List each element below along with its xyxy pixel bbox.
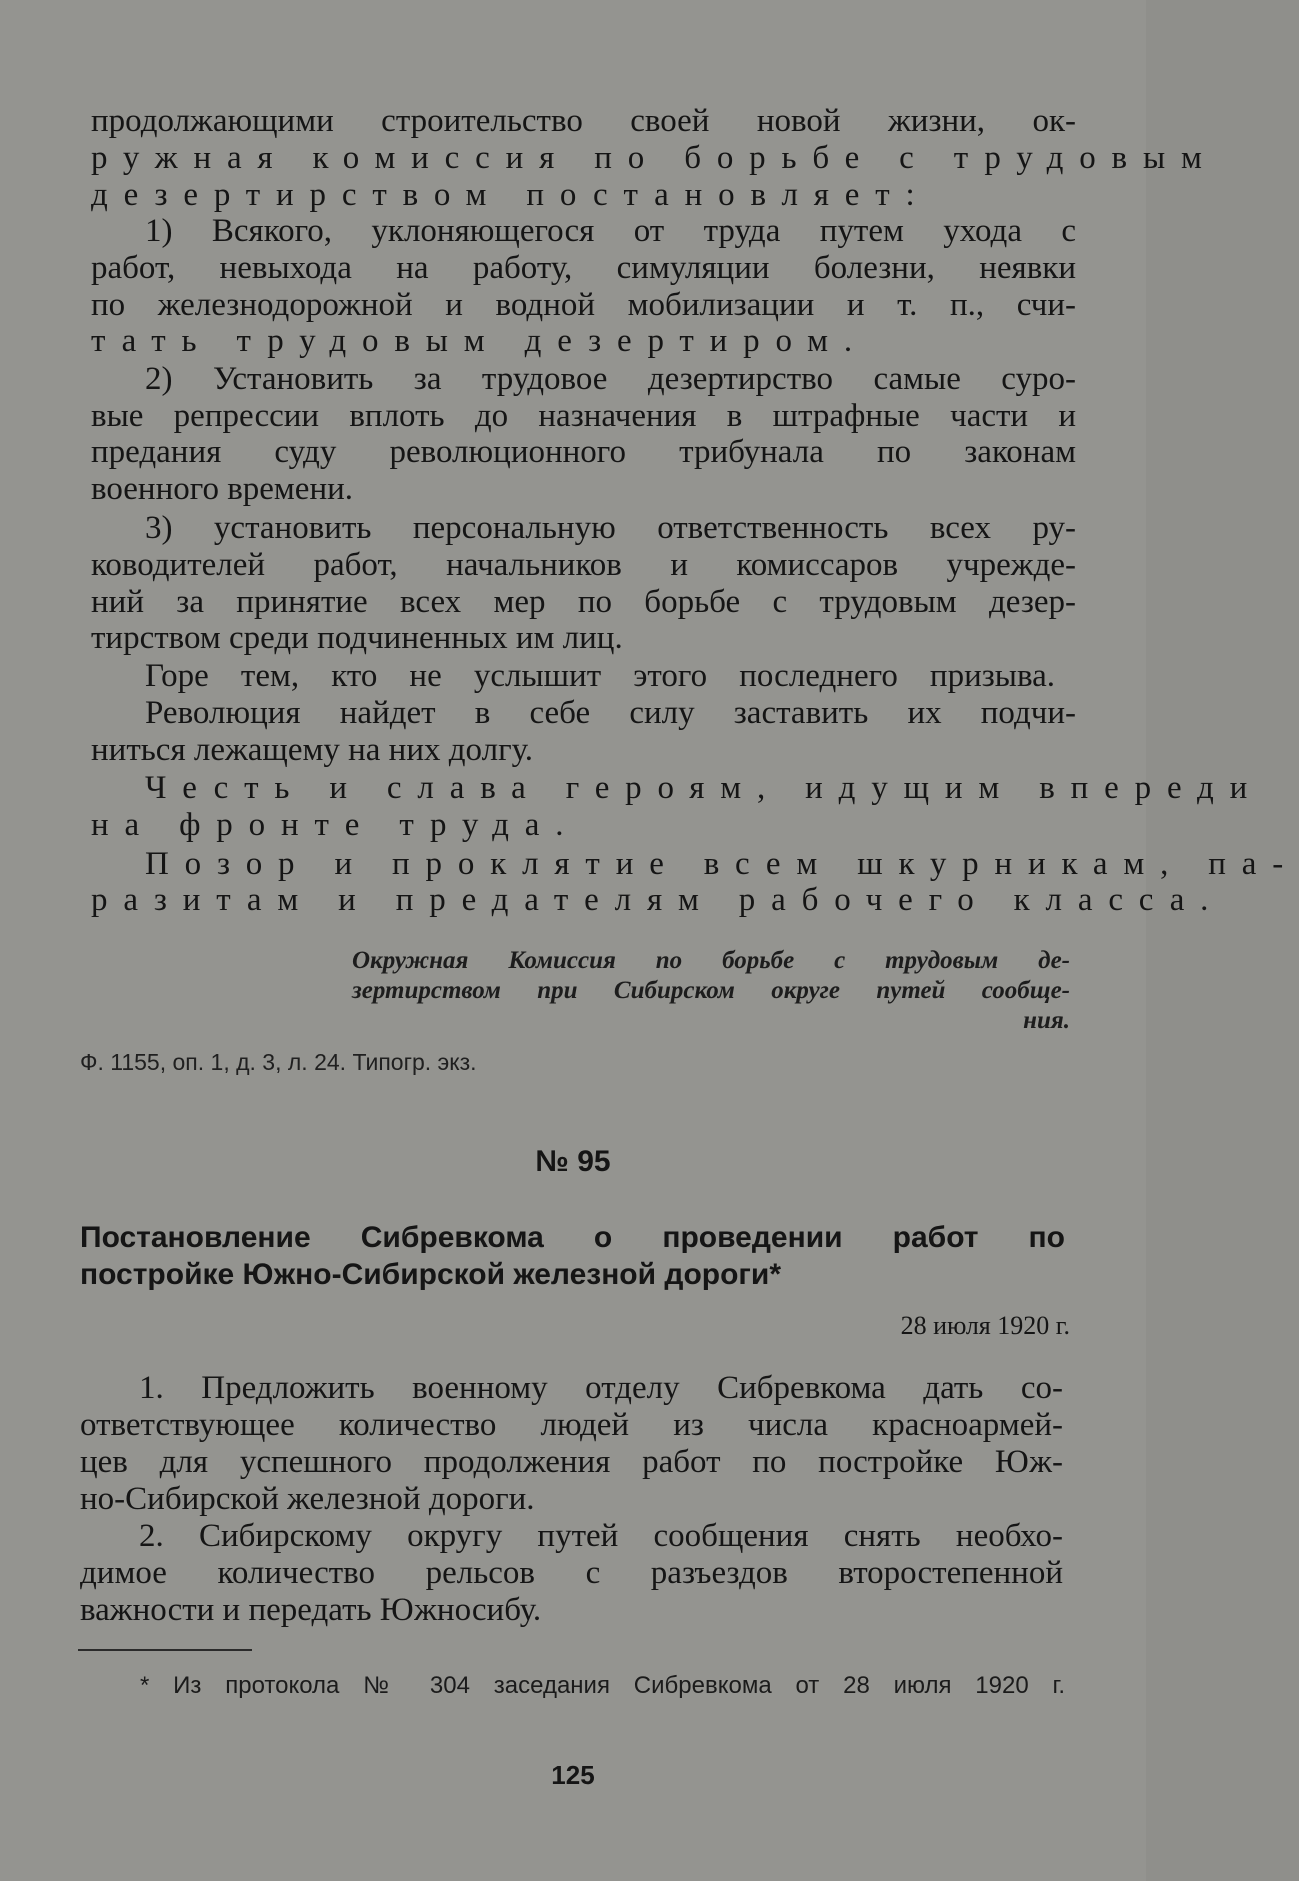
decree-line: 2. Сибирскому округу путей сообщения снять необхо- bbox=[139, 1518, 1063, 1554]
signature-line: Окружная Комиссия по борьбе с трудовым де- bbox=[352, 947, 1070, 974]
resolution-line: 2) Установить за трудовое дезертирство самые суро- bbox=[145, 361, 1076, 397]
appeal-line-spaced: Честь и слава героям, идущим впереди bbox=[145, 770, 1264, 806]
signature-line: зертирством при Сибирском округе путей сообще- bbox=[352, 977, 1070, 1004]
resolution-line: 3) установить персональную ответственность всех ру- bbox=[145, 510, 1076, 546]
resolution-line: ководителей работ, начальников и комиссаров учрежде- bbox=[91, 547, 1076, 583]
document-title-line: постройке Южно-Сибирской железной дороги* bbox=[80, 1258, 782, 1291]
resolution-line: ний за принятие всех мер по борьбе с трудовым дезер- bbox=[91, 584, 1076, 620]
resolution-line: вые репрессии вплоть до назначения в штрафные части и bbox=[91, 398, 1076, 434]
appeal-line-spaced: Позор и проклятие всем шкурникам, па- bbox=[145, 846, 1299, 882]
document-date: 28 июля 1920 г. bbox=[900, 1311, 1070, 1340]
document-title-line: Постановление Сибревкома о проведении работ по bbox=[80, 1221, 1065, 1254]
appeal-line: Горе тем, кто не услышит этого последнего призыва. bbox=[145, 658, 1055, 694]
decree-line: ответствующее количество людей из числа красноармей- bbox=[80, 1407, 1063, 1443]
resolution-line: тирством среди подчиненных им лиц. bbox=[91, 620, 623, 656]
document-number: № 95 bbox=[535, 1145, 611, 1178]
signature-line: ния. bbox=[1023, 1007, 1070, 1034]
decree-line: важности и передать Южносибу. bbox=[80, 1592, 542, 1628]
appeal-line: Революция найдет в себе силу заставить их подчи- bbox=[145, 695, 1076, 731]
text-line-spaced: ружная комиссия по борьбе с трудовым bbox=[91, 140, 1218, 176]
appeal-line-spaced: на фронте труда. bbox=[91, 807, 580, 843]
appeal-line-spaced: разитам и предателям рабочего класса. bbox=[91, 882, 1225, 918]
decree-line: но-Сибирской железной дороги. bbox=[80, 1481, 535, 1517]
footnote-rule bbox=[78, 1649, 252, 1651]
resolution-line: работ, невыхода на работу, симуляции болезни, неявки bbox=[91, 250, 1076, 286]
resolution-line: предания суду революционного трибунала по законам bbox=[91, 434, 1076, 470]
decree-line: цев для успешного продолжения работ по постройке Юж- bbox=[80, 1444, 1063, 1480]
decree-line: 1. Предложить военному отделу Сибревкома дать со- bbox=[139, 1370, 1063, 1406]
text-line-spaced: дезертирством постановляет: bbox=[91, 177, 931, 213]
resolution-line: военного времени. bbox=[91, 471, 354, 507]
text-line: продолжающими строительство своей новой жизни, ок- bbox=[91, 103, 1076, 139]
resolution-line: 1) Всякого, уклоняющегося от труда путем ухода с bbox=[145, 213, 1076, 249]
appeal-line: ниться лежащему на них долгу. bbox=[91, 732, 534, 768]
page-number: 125 bbox=[551, 1760, 595, 1790]
archive-source: Ф. 1155, оп. 1, д. 3, л. 24. Типогр. экз. bbox=[80, 1049, 477, 1075]
footnote: * Из протокола № 304 заседания Сибревкома от 28 июля 1920 г. bbox=[140, 1672, 1065, 1699]
resolution-line: по железнодорожной и водной мобилизации и т. п., счи- bbox=[91, 287, 1076, 323]
decree-line: димое количество рельсов с разъездов второстепенной bbox=[80, 1555, 1063, 1591]
resolution-line-spaced: тать трудовым дезертиром. bbox=[91, 323, 868, 359]
